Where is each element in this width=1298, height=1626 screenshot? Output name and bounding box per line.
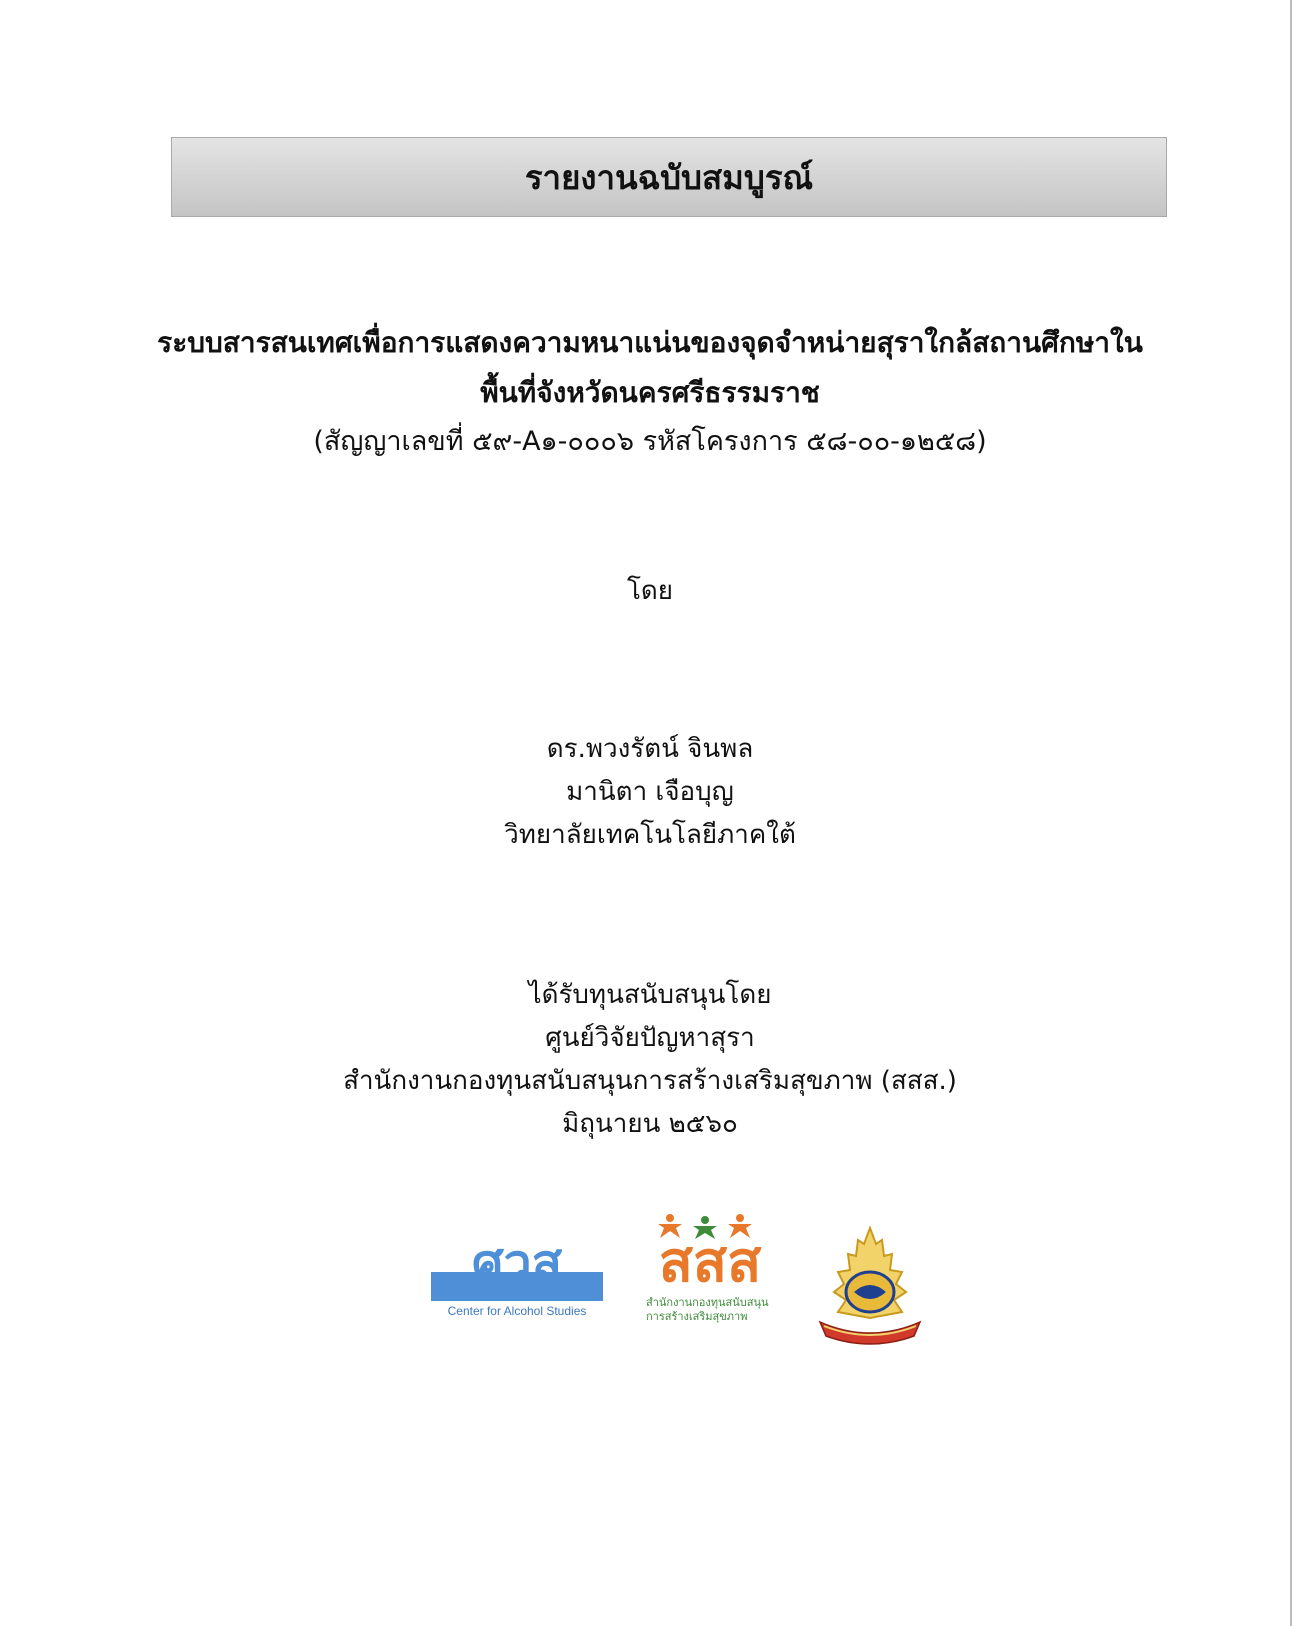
title-line-1: ระบบสารสนเทศเพื่อการแสดงความหนาแน่นของจุดจำหน่ายสุราใกล้สถานศึกษาใน [157,326,1143,359]
thaihealth-sub-2: การสร้างเสริมสุขภาพ [646,1310,748,1323]
report-header: รายงานฉบับสมบูรณ์ [524,157,814,197]
title-line-2: พื้นที่จังหวัดนครศรีธรรมราช [480,376,820,409]
cas-logo [431,1228,603,1320]
thaihealth-logo-mark: สสส [658,1230,762,1295]
thaihealth-sub-1: สำนักงานกองทุนสนับสนุน [646,1296,769,1309]
college-emblem [810,1226,930,1350]
funding-block [100,974,1200,1146]
page-edge [1290,0,1292,1626]
authors-block [100,728,1200,857]
author-1: ดร.พวงรัตน์ จินพล [546,734,754,764]
funding-label: ได้รับทุนสนับสนุนโดย [528,980,772,1010]
thaihealth-logo [640,1210,780,1335]
logo-row [420,1210,940,1350]
institution: วิทยาลัยเทคโนโลยีภาคใต้ [504,820,796,850]
funder-2: สำนักงานกองทุนสนับสนุนการสร้างเสริมสุขภาพ (สสส.) [343,1066,957,1096]
report-header-banner [171,137,1167,217]
title-block [100,318,1200,466]
thaihealth-logo-subtitle [640,1296,786,1324]
cas-logo-mark: ศวส [471,1234,563,1292]
college-emblem-icon [810,1226,930,1350]
contract-number: (สัญญาเลขที่ ๕๙-A๑-๐๐๐๖ รหัสโครงการ ๕๘-๐๐-๑๒๕๘) [313,426,987,457]
by-block [100,570,1200,613]
cas-logo-english: Center for Alcohol Studies [447,1304,587,1318]
funder-1: ศูนย์วิจัยปัญหาสุรา [545,1023,755,1053]
by-label: โดย [626,576,674,606]
report-date: มิถุนายน ๒๕๖๐ [562,1109,738,1139]
author-2: มานิตา เจือบุญ [566,777,734,807]
